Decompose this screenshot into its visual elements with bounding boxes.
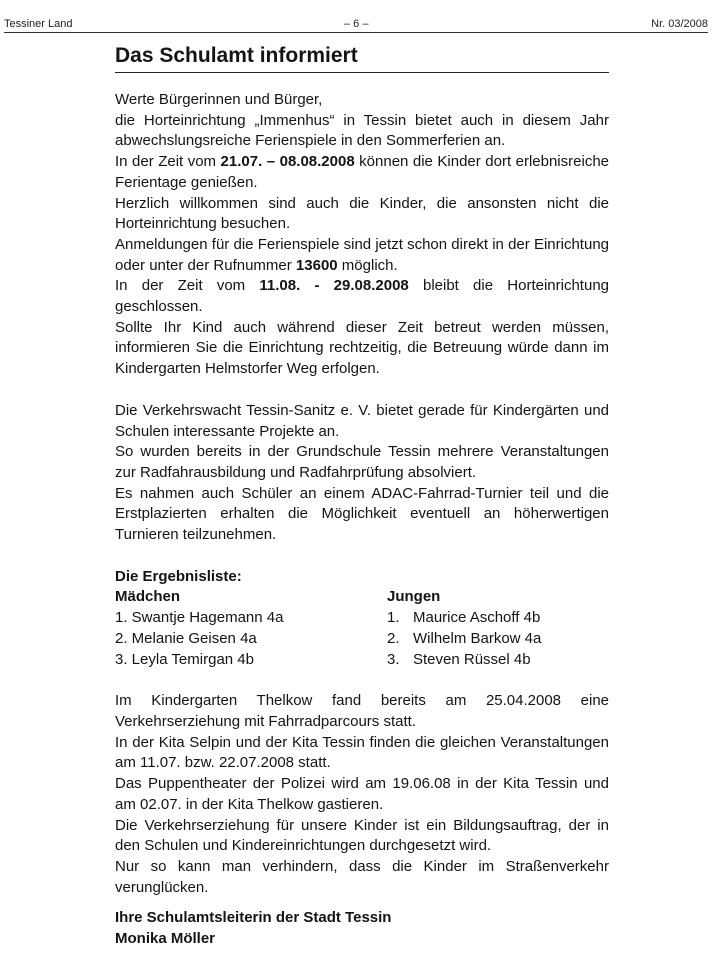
paragraph-betreuung: Sollte Ihr Kind auch während dieser Zeit betreut werden müssen, informieren Sie die Einrichtung rechtzeitig, die Betreuung würde dann im Kindergarten Helmstorfer Weg erfolgen. bbox=[115, 318, 609, 378]
boys-column bbox=[387, 587, 609, 670]
publication-name: Tessiner Land bbox=[4, 18, 73, 30]
paragraph-anmeldung: Anmeldungen für die Ferienspiele sind jetzt schon direkt in der Einrichtung oder unter der Rufnummer 13600 möglich. bbox=[115, 235, 609, 274]
girls-list-item: 1. Swantje Hagemann 4a bbox=[115, 609, 284, 627]
title-underline bbox=[115, 72, 609, 73]
boys-heading: Jungen bbox=[387, 588, 441, 606]
signature-name: Monika Möller bbox=[115, 930, 216, 948]
signature-title: Ihre Schulamtsleiterin der Stadt Tessin bbox=[115, 909, 392, 927]
paragraph-puppentheater: Das Puppentheater der Polizei wird am 19.06.08 in der Kita Tessin und am 02.07. in der Kita Thelkow gastieren. bbox=[115, 775, 609, 813]
boys-list-item: 2. Wilhelm Barkow 4a bbox=[387, 629, 542, 647]
girls-heading: Mädchen bbox=[115, 588, 181, 606]
boys-list-item: 1. Maurice Aschoff 4b bbox=[387, 609, 541, 627]
paragraph-adac-turnier: Es nahmen auch Schüler an einem ADAC-Fahrrad-Turnier teil und die Erstplazierten erhalten die Möglichkeit eventuell an höherwertigen Turnieren teilzunehmen. bbox=[115, 484, 609, 544]
results-table bbox=[115, 587, 609, 670]
paragraph-willkommen: Herzlich willkommen sind auch die Kinder, die ansonsten nicht die Horteinrichtung besuchen. bbox=[115, 194, 609, 233]
paragraph-selpin-tessin: In der Kita Selpin und der Kita Tessin finden die gleichen Veranstaltungen am 11.07. bzw. 22.07.2008 statt. bbox=[115, 733, 609, 772]
girls-list-item: 2. Melanie Geisen 4a bbox=[115, 629, 257, 647]
paragraph-radfahrausbildung: So wurden bereits in der Grundschule Tessin mehrere Veranstaltungen zur Radfahrausbildung und Radfahrprüfung absolviert. bbox=[115, 443, 609, 481]
issue-number: Nr. 03/2008 bbox=[651, 18, 708, 30]
paragraph-strassenverkehr: Nur so kann man verhindern, dass die Kinder im Straßenverkehr verunglücken. bbox=[115, 857, 609, 896]
paragraph-bildungsauftrag: Die Verkehrserziehung für unsere Kinder ist ein Bildungsauftrag, der in den Schulen und Kindereinrichtungen durchgesetzt wird. bbox=[115, 816, 609, 855]
girls-column bbox=[115, 587, 387, 670]
paragraph-ferienspiele: die Horteinrichtung „Immenhus“ in Tessin bietet auch in diesem Jahr abwechslungsreiche Ferienspiele in den Sommerferien an. bbox=[115, 111, 609, 150]
spacer bbox=[115, 380, 609, 401]
boys-list-item: 3. Steven Rüssel 4b bbox=[387, 650, 531, 668]
spacer bbox=[115, 546, 609, 567]
page-number: – 6 – bbox=[344, 18, 369, 30]
spacer bbox=[115, 898, 609, 908]
results-heading: Die Ergebnisliste: bbox=[115, 567, 242, 585]
paragraph-geschlossen: In der Zeit vom 11.08. - 29.08.2008 bleibt die Horteinrichtung geschlossen. bbox=[115, 277, 609, 316]
spacer bbox=[115, 670, 609, 691]
dates-closed: 11.08. - 29.08.2008 bbox=[259, 277, 409, 295]
phone-number: 13600 bbox=[295, 256, 338, 274]
paragraph-verkehrswacht: Die Verkehrswacht Tessin-Sanitz e. V. bietet gerade für Kindergärten und Schulen interessante Projekte an. bbox=[115, 401, 609, 440]
article-title: Das Schulamt informiert bbox=[115, 44, 358, 67]
greeting: Werte Bürgerinnen und Bürger, bbox=[115, 91, 323, 108]
page-header bbox=[4, 12, 708, 33]
article-body bbox=[115, 90, 609, 950]
girls-list-item: 3. Leyla Temirgan 4b bbox=[115, 650, 254, 668]
dates-ferienspiele: 21.07. – 08.08.2008 bbox=[220, 153, 355, 171]
paragraph-thelkow: Im Kindergarten Thelkow fand bereits am 25.04.2008 eine Verkehrserziehung mit Fahrradparcours statt. bbox=[115, 692, 609, 730]
paragraph-ferienzeit: In der Zeit vom 21.07. – 08.08.2008 können die Kinder dort erlebnisreiche Ferientage genießen. bbox=[115, 153, 609, 191]
